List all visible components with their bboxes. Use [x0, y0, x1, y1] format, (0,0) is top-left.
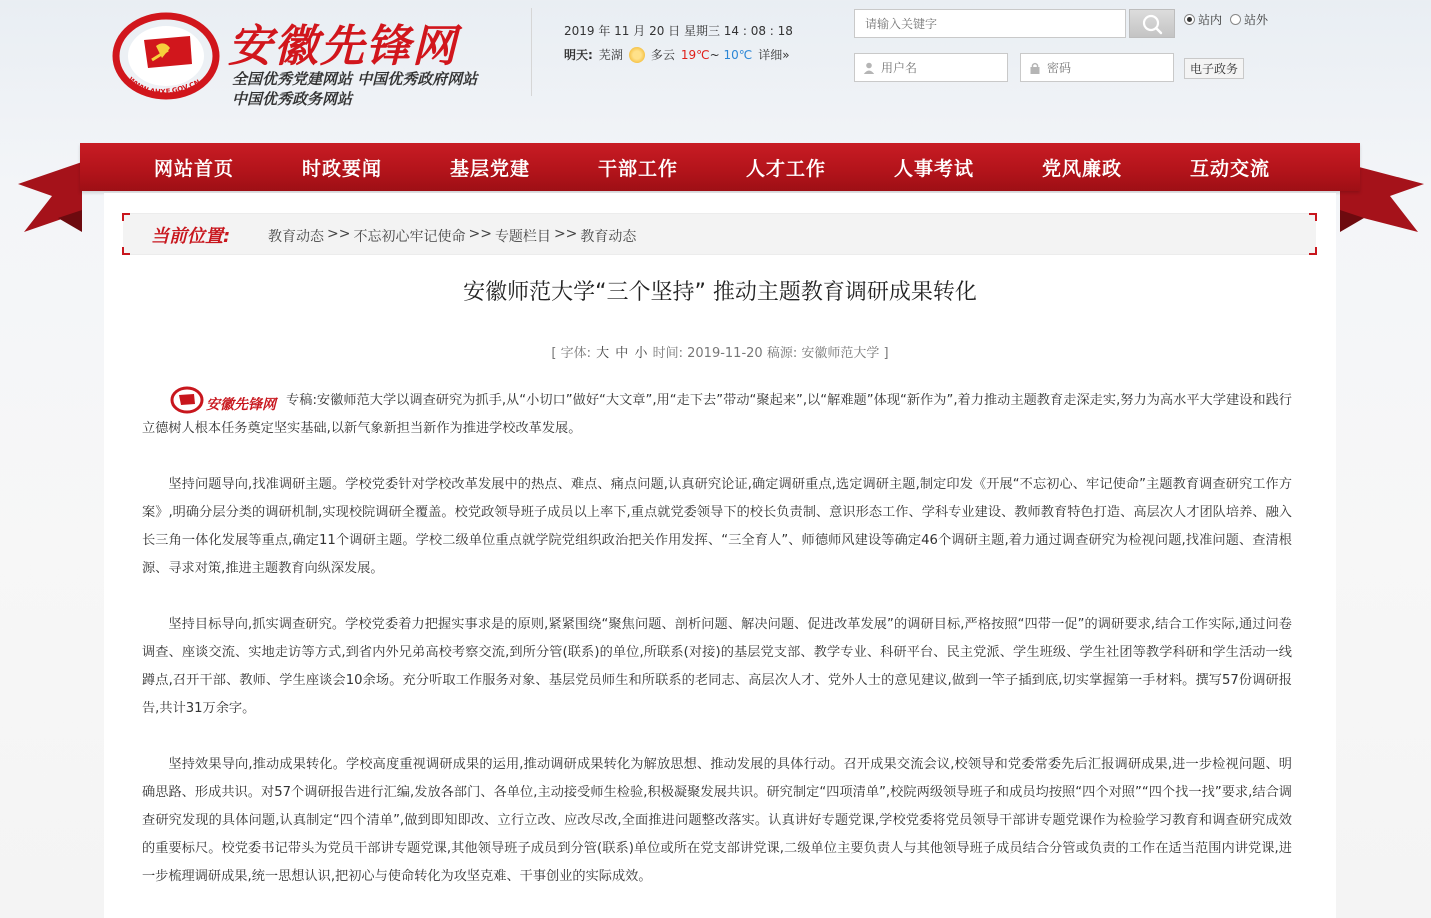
article-paragraph-4: 坚持效果导向,推动成果转化。学校高度重视调研成果的运用,推动调研成果转化为解放思想、推动发展的具体行动。召开成果交流会议,校领导和党委常委先后汇报调研成果,进一步检视问题、明确思路、形成共识。对57个调研报告进行汇编,发放各部门、各单位,主动接受师生检验,积极凝聚发展共识。研究制定“四项清单”,校院两级领导班子和成员均按照“四个对照”“四个找一找”要求,结合调查研究发现的具体问题,认真制定“四个清单”,做到即知即改、立行立改、应改尽改,全面推进问题整改落实。认真讲好专题党课,学校党委将党员领导干部讲专题党课作为检验学习教育和调查研究成效的重要标尺。校党委书记带头为党员干部讲专题党课,其他领导班子成员到分管(联系)单位或所在党支部讲党课,二级单位主要负责人与其他领导班子成员结合分管或负责的工作在适当范围内讲党课,进一步梳理调研成果,统一思想认识,把初心与使命转化为攻坚克难、干事创业的实际成效。 [142, 757, 1292, 884]
breadcrumb-link-education-news-current[interactable]: 教育动态 [580, 229, 637, 245]
party-emblem-logo-icon [112, 10, 222, 106]
site-header [0, 0, 1431, 140]
radio-site-internal[interactable] [1184, 11, 1222, 28]
weather-widget [564, 46, 790, 63]
source-label: 稿源: [766, 346, 798, 361]
nav-item-talent-work[interactable]: 人才工作 [745, 157, 826, 180]
weather-detail-link[interactable]: 详细» [758, 48, 790, 62]
weather-high-temp: 19℃ [680, 47, 710, 62]
article-title: 安徽师范大学“三个坚持” 推动主题教育调研成果转化 [463, 280, 977, 305]
breadcrumb-separator: >> [327, 226, 351, 242]
search-button[interactable] [1129, 9, 1175, 38]
corner-decoration [1309, 213, 1317, 221]
site-logo[interactable] [112, 6, 522, 106]
radio-dot-icon [1230, 14, 1241, 25]
inline-logo-text: 安徽先锋网 [206, 397, 276, 413]
weather-day-label: 明天: [564, 48, 593, 62]
nav-item-interaction[interactable]: 互动交流 [1189, 157, 1270, 180]
article-source: 安徽师范大学 [801, 346, 880, 361]
egov-button[interactable]: 电子政务 [1184, 58, 1244, 79]
font-size-large-button[interactable]: 大 [596, 346, 610, 361]
search-icon [1130, 10, 1176, 39]
main-content [104, 193, 1336, 918]
breadcrumb-link-special-topics[interactable]: 专题栏目 [494, 229, 551, 245]
logo-award-line-2: 中国优秀政务网站 [232, 90, 353, 108]
current-datetime: 2019 年 11 月 20 日 星期三 14 : 08 : 18 [564, 24, 793, 38]
article-body [142, 385, 1292, 918]
meta-suffix: ] [883, 346, 889, 361]
breadcrumb-path [268, 226, 636, 246]
radio-site-external[interactable] [1230, 11, 1268, 28]
article-paragraph-1 [142, 385, 1292, 443]
username-input[interactable] [881, 61, 991, 75]
article-paragraph-2: 坚持问题导向,找准调研主题。学校党委针对学校改革发展中的热点、难点、痛点问题,认真研究论证,确定调研重点,选定调研主题,制定印发《开展“不忘初心、牢记使命”主题教育调查研究工作方案》,明确分层分类的调研机制,实现校院调研全覆盖。校党政领导班子成员以上率下,重点就党委领导下的校长负责制、意识形态工作、学科专业建设、教师教育特色打造、高层次人才团队培养、融入长三角一体化发展等重点,确定11个调研主题。学校二级单位重点就学院党组织政治把关作用发挥、“三全育人”、师德师风建设等确定46个调研主题,着力通过调查研究为检视问题,找准问题、查清根源、寻求对策,推进主题教育向纵深发展。 [142, 477, 1292, 576]
font-size-small-button[interactable]: 小 [634, 346, 648, 361]
font-size-medium-button[interactable]: 中 [615, 346, 629, 361]
nav-item-home[interactable]: 网站首页 [153, 157, 234, 180]
weather-tilde: ~ [709, 47, 720, 62]
header-divider [531, 8, 532, 96]
radio-site-internal-label: 站内 [1198, 13, 1223, 27]
site-logo-title: 安徽先锋网 [228, 21, 458, 72]
article-paragraph-1-text: 专稿:安徽师范大学以调查研究为抓手,从“小切口”做好“大文章”,用“走下去”带动“聚起来”,以“解难题”体现“新作为”,着力推动主题教育走深走实,努力为高水平大学建设和践行立德树人根本任务奠定坚实基础,以新气象新担当新作为推进学校改革发展。 [142, 393, 1292, 436]
username-field[interactable] [854, 53, 1008, 82]
inline-site-logo [170, 385, 286, 415]
nav-item-personnel-exam[interactable]: 人事考试 [893, 157, 974, 180]
article-paragraph-3: 坚持目标导向,抓实调查研究。学校党委着力把握实事求是的原则,紧紧围绕“聚焦问题、剖析问题、解决问题、促进改革发展”的调研目标,严格按照“四带一促”的调研要求,结合工作实际,通过问卷调查、座谈交流、实地走访等方式,到省内外兄弟高校考察交流,到所分管(联系)的单位,所联系(对接)的基层党支部、教学专业、科研平台、民主党派、学生班级、学生社团等教学科研和学生活动一线蹲点,召开干部、教师、学生座谈会10余场。充分听取工作服务对象、基层党员师生和所联系的老同志、高层次人才、党外人士的意见建议,做到一竿子插到底,切实掌握第一手材料。撰写57份调研报告,共计31万余字。 [142, 617, 1292, 716]
breadcrumb-link-mission[interactable]: 不忘初心牢记使命 [353, 229, 466, 245]
sun-icon [629, 47, 645, 63]
lock-icon [1029, 62, 1041, 74]
password-input[interactable] [1047, 61, 1157, 75]
search-scope-radios [1184, 11, 1268, 28]
publish-date: 2019-11-20 [687, 346, 763, 361]
radio-dot-icon [1184, 14, 1195, 25]
breadcrumb-separator: >> [468, 226, 492, 242]
breadcrumb-separator: >> [553, 226, 578, 242]
nav-item-news[interactable]: 时政要闻 [301, 157, 382, 180]
corner-decoration [122, 247, 130, 255]
logo-award-line-1: 全国优秀党建网站 中国优秀政府网站 [232, 70, 478, 88]
nav-item-grassroots-party[interactable]: 基层党建 [449, 157, 530, 180]
party-emblem-icon [170, 385, 204, 415]
corner-decoration [1309, 247, 1317, 255]
meta-prefix: [ 字体: [551, 346, 591, 361]
time-label: 时间: [652, 346, 683, 361]
breadcrumb [123, 213, 1316, 255]
weather-condition: 多云 [650, 48, 675, 62]
breadcrumb-link-education-news[interactable]: 教育动态 [268, 229, 324, 245]
search-input[interactable] [854, 9, 1126, 38]
password-field[interactable] [1020, 53, 1174, 82]
nav-item-integrity[interactable]: 党风廉政 [1041, 157, 1122, 180]
ribbon-tail-left [18, 162, 82, 232]
user-icon [863, 62, 875, 74]
article-meta [104, 342, 1336, 361]
corner-decoration [122, 213, 130, 221]
weather-low-temp: 10℃ [723, 47, 753, 62]
weather-city: 芜湖 [598, 48, 623, 62]
logo-url-text: WWW.AHXF.GOV.CN [126, 75, 202, 97]
nav-item-cadre-work[interactable]: 干部工作 [597, 157, 678, 180]
breadcrumb-label: 当前位置: [151, 226, 231, 247]
main-nav [80, 143, 1360, 191]
radio-site-external-label: 站外 [1244, 13, 1269, 27]
